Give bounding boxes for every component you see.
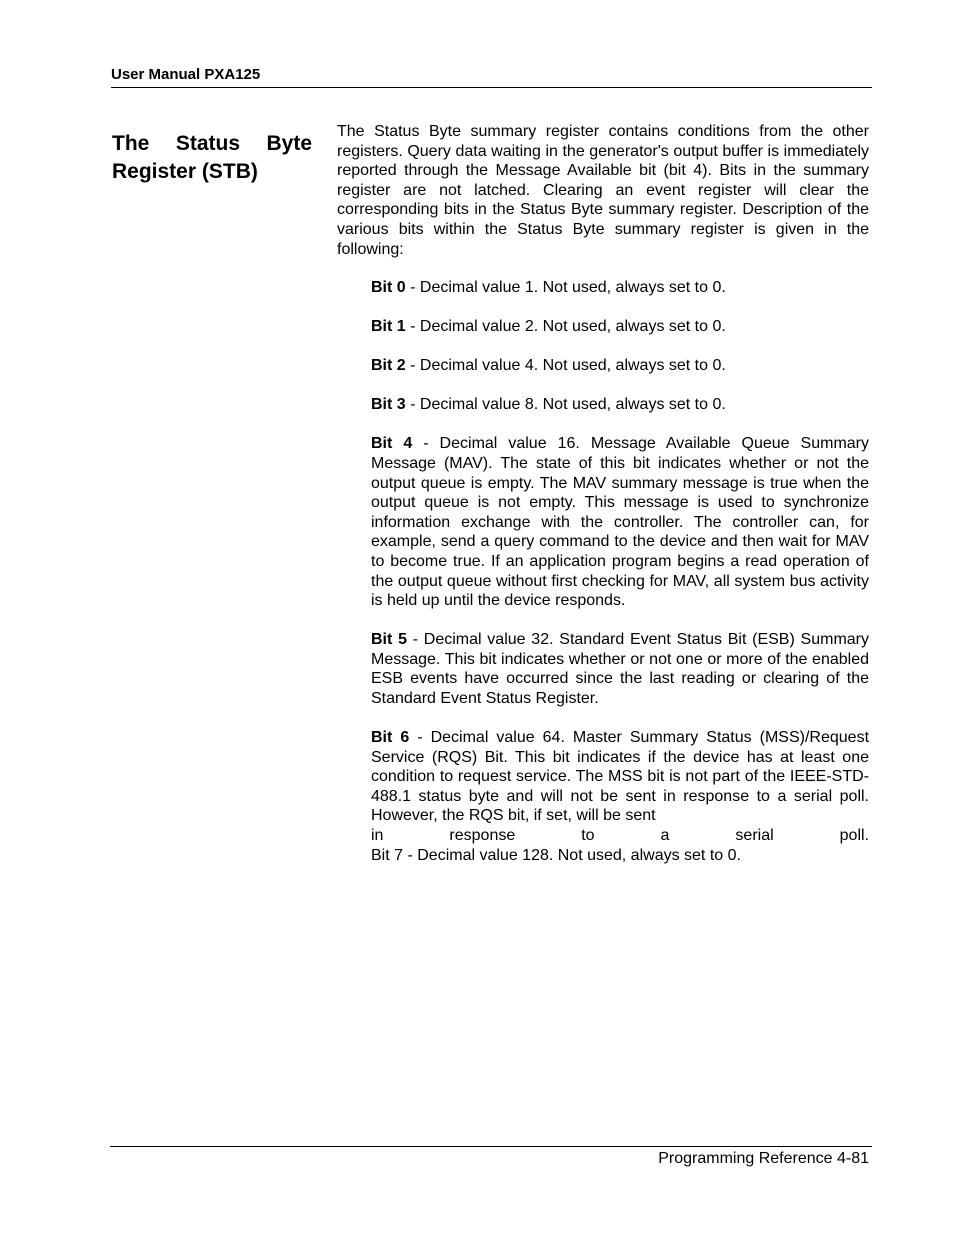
bit-text-last-line: in response to a serial poll. (371, 827, 869, 845)
bit-item (371, 356, 869, 376)
bit-label: Bit 6 (371, 729, 410, 747)
bit-text: - Decimal value 2. Not used, always set to 0. (405, 318, 726, 336)
section-title-line2: Register (STB) (112, 160, 258, 183)
bit-item (371, 630, 869, 708)
bit-text: - Decimal value 4. Not used, always set to 0. (405, 357, 726, 375)
bit-text: - Decimal value 8. Not used, always set to 0. (405, 396, 726, 414)
bit-text: - Decimal value 1. Not used, always set to 0. (405, 279, 726, 296)
bit-text: - Decimal value 32. Standard Event Status Bit (ESB) Summary Message. This bit indicates whether or not one or more of the enabled ESB events have occurred since the last reading or clearing of the Standard Event Status Register. (371, 631, 869, 707)
bit-label: Bit 4 (371, 435, 413, 453)
intro-paragraph: The Status Byte summary register contains conditions from the other registers. Query data waiting in the generator's output buffer is immediately reported through the Message Available bit (bit 4). Bits in the summary register are not latched. Clearing an event register will clear the corresponding bits in the Status Byte summary register. Description of the various bits within the Status Byte summary register is given in the following: (337, 123, 869, 258)
bit-text: - Decimal value 64. Master Summary Status (MSS)/Request Service (RQS) Bit. This bit indicates if the device has at least one condition to request service. The MSS bit is not part of the IEEE-STD-488.1 status byte and will not be sent in response to a serial poll. However, the RQS bit, if set, will be sent (371, 729, 870, 825)
bit-label: Bit 3 (371, 396, 406, 414)
bit-item (371, 395, 869, 415)
page-footer: Programming Reference 4-81 (658, 1150, 869, 1167)
footer-rule (110, 1146, 872, 1147)
bit-item (371, 278, 869, 298)
bit-label: Bit 1 (371, 318, 406, 336)
bit-item (371, 434, 869, 610)
bit-item (371, 317, 869, 337)
bit-list (371, 278, 869, 885)
bit-label: Bit 0 (371, 279, 406, 296)
page-header: User Manual PXA125 (111, 66, 872, 88)
bit-label: Bit 2 (371, 357, 406, 375)
bit-label: Bit 5 (371, 631, 407, 649)
bit-7-line: Bit 7 - Decimal value 128. Not used, always set to 0. (371, 846, 741, 864)
bit-item (371, 728, 869, 865)
section-title-line1: The Status Byte (112, 132, 312, 155)
bit-text: - Decimal value 16. Message Available Queue Summary Message (MAV). The state of this bit indicates whether or not the output queue is empty. The MAV summary message is true when the output queue is not empty. This message is used to synchronize information exchange with the controller. The controller can, for example, send a query command to the device and then wait for MAV to become true. If an application program begins a read operation of the output queue without first checking for MAV, all system bus activity is held up until the device responds. (371, 435, 870, 610)
section-title (112, 130, 312, 186)
